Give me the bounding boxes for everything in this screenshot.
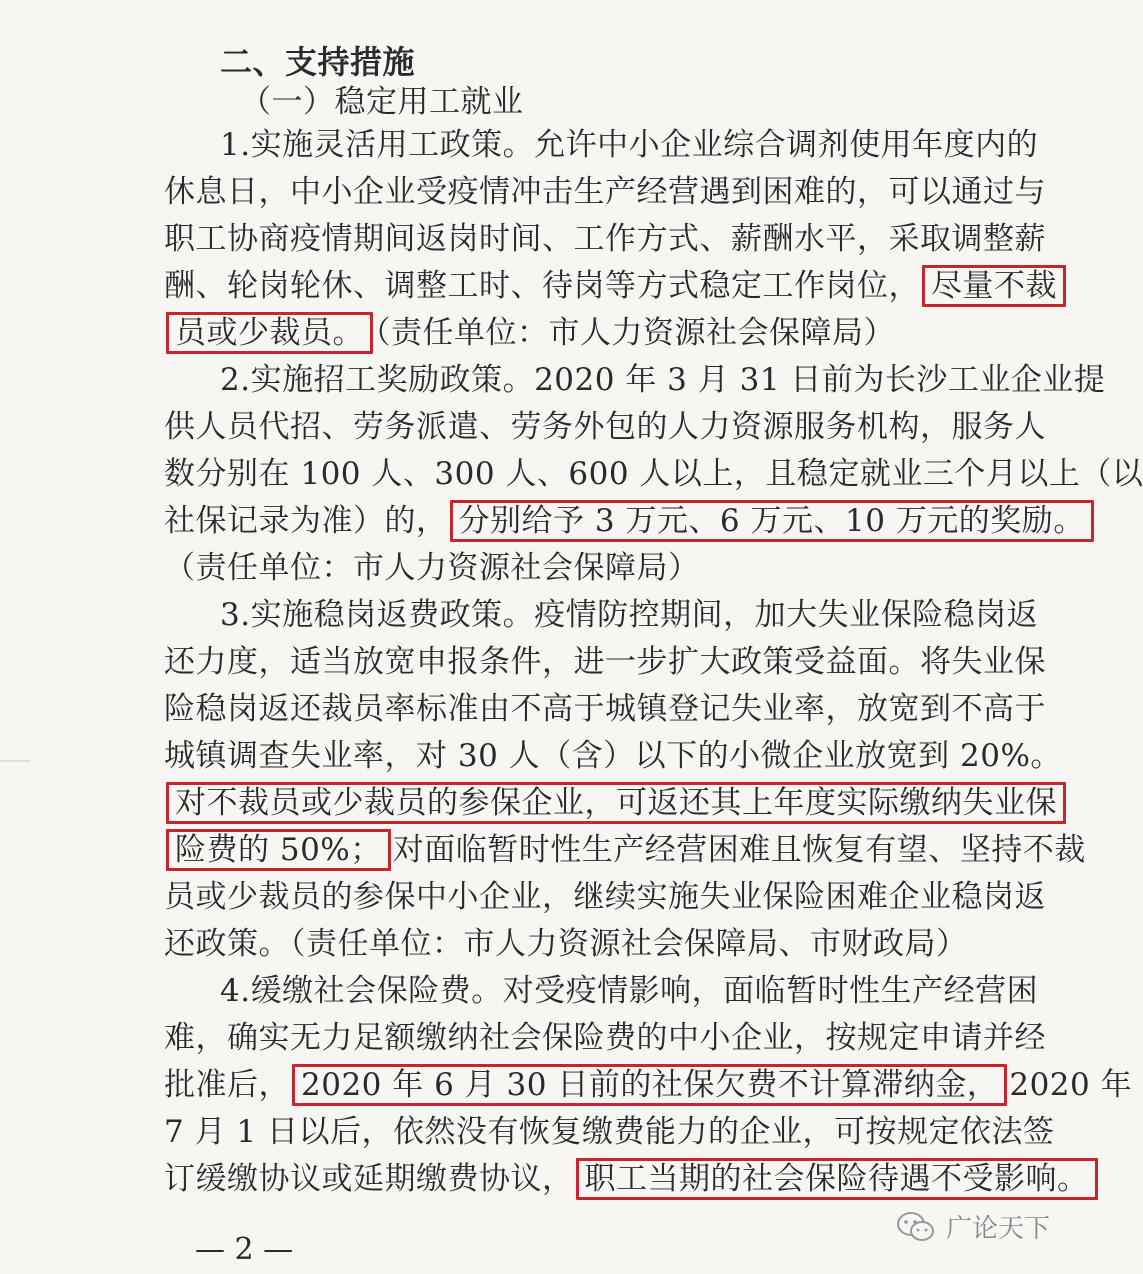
- text-segment: 还力度，适当放宽申报条件，进一步扩大政策受益面。将失业保: [164, 644, 1046, 680]
- text-line: [164, 264, 1080, 308]
- watermark-text: 广论天下: [945, 1214, 1050, 1244]
- scan-edge-mark: [0, 760, 30, 762]
- section-heading: [220, 40, 1080, 84]
- text-line: [164, 1110, 1080, 1154]
- page-number: — 2 —: [195, 1232, 294, 1267]
- text-segment: 还政策。（责任单位：市人力资源社会保障局、市财政局）: [164, 926, 968, 962]
- text-line: [164, 922, 1080, 966]
- highlighted-text: 尽量不裁: [922, 265, 1066, 307]
- highlighted-text: 职工当期的社会保险待遇不受影响。: [576, 1158, 1098, 1200]
- text-line: [164, 452, 1143, 496]
- text-segment: 供人员代招、劳务派遣、劳务外包的人力资源服务机构，服务人: [164, 409, 1046, 445]
- text-segment: 批准后，: [164, 1067, 290, 1103]
- text-line: [164, 405, 1080, 449]
- highlighted-text: 对不裁员或少裁员的参保企业，可返还其上年度实际缴纳失业保: [166, 782, 1066, 824]
- text-segment: 员或少裁员的参保中小企业，继续实施失业保险困难企业稳岗返: [164, 879, 1046, 915]
- text-segment: 酬、轮岗轮休、调整工时、待岗等方式稳定工作岗位，: [164, 268, 920, 304]
- text-segment: 3.实施稳岗返费政策。疫情防控期间，加大失业保险稳岗返: [220, 597, 1039, 633]
- text-line: [220, 358, 1106, 402]
- text-line: [220, 969, 1080, 1013]
- highlighted-text: 险费的 50%；: [166, 829, 391, 871]
- text-line: [164, 170, 1080, 214]
- text-line: [164, 499, 1085, 543]
- text-segment: （责任单位：市人力资源社会保障局）: [375, 315, 895, 351]
- text-line: [164, 781, 1080, 825]
- watermark: [896, 1208, 1050, 1245]
- text-line: [164, 311, 1080, 355]
- subsection-heading: [240, 80, 1080, 124]
- text-segment: 4.缓缴社会保险费。对受疫情影响，面临暂时性生产经营困: [220, 973, 1039, 1009]
- text-line: [164, 828, 1086, 872]
- text-segment: 1.实施灵活用工政策。允许中小企业综合调剂使用年度内的: [220, 127, 1039, 163]
- highlighted-text: 2020 年 6 月 30 日前的社保欠费不计算滞纳金，: [292, 1064, 1007, 1106]
- text-line: [164, 546, 1080, 590]
- text-segment: （责任单位：市人力资源社会保障局）: [164, 550, 700, 586]
- text-segment: 险稳岗返还裁员率标准由不高于城镇登记失业率，放宽到不高于: [164, 691, 1046, 727]
- text-line: [164, 1016, 1080, 1060]
- text-line: [164, 640, 1080, 684]
- highlighted-text: 分别给予 3 万元、6 万元、10 万元的奖励。: [450, 500, 1094, 542]
- text-line: [220, 593, 1080, 637]
- text-line: [164, 217, 1080, 261]
- text-line: [164, 1157, 1089, 1201]
- highlighted-text: 员或少裁员。: [166, 312, 373, 354]
- text-line: [164, 1063, 1133, 1107]
- text-segment: 订缓缴协议或延期缴费协议，: [164, 1161, 574, 1197]
- text-line: [164, 875, 1080, 919]
- text-segment: 7 月 1 日以后，依然没有恢复缴费能力的企业，可按规定依法签: [164, 1114, 1055, 1150]
- text-segment: 数分别在 100 人、300 人、600 人以上，且稳定就业三个月以上（以: [164, 456, 1143, 492]
- text-segment: 对面临暂时性生产经营困难且恢复有望、坚持不裁: [392, 832, 1086, 868]
- text-segment: 职工协商疫情期间返岗时间、工作方式、薪酬水平，采取调整薪: [164, 221, 1046, 257]
- text-segment: （一）稳定用工就业: [240, 84, 524, 120]
- text-line: [164, 734, 1080, 778]
- text-line: [220, 123, 1080, 167]
- text-segment: 2.实施招工奖励政策。2020 年 3 月 31 日前为长沙工业企业提: [220, 362, 1106, 398]
- text-segment: 城镇调查失业率，对 30 人（含）以下的小微企业放宽到 20%。: [164, 738, 1062, 774]
- text-segment: 社保记录为准）的，: [164, 503, 448, 539]
- text-segment: 二、支持措施: [220, 43, 416, 81]
- text-segment: 难，确实无力足额缴纳社会保险费的中小企业，按规定申请并经: [164, 1020, 1046, 1056]
- text-line: [164, 687, 1080, 731]
- text-segment: 2020 年: [1009, 1067, 1133, 1103]
- wechat-icon: [896, 1211, 936, 1243]
- text-segment: 休息日，中小企业受疫情冲击生产经营遇到困难的，可以通过与: [164, 174, 1046, 210]
